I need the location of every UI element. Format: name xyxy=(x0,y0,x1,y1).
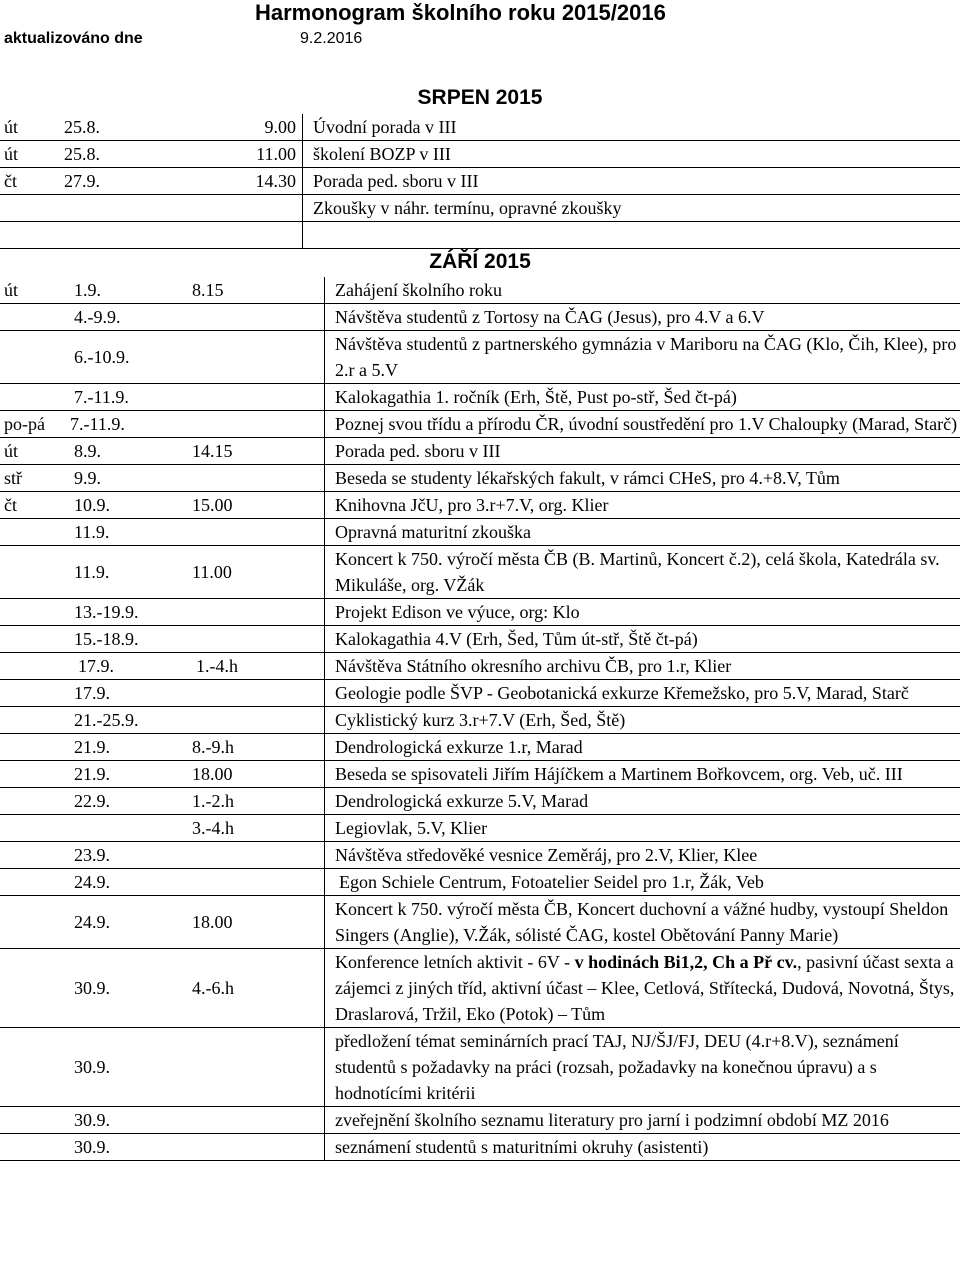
event-cell: Kalokagathia 4.V (Erh, Šed, Tům út-stř, Ště čt-pá) xyxy=(325,626,960,653)
day-cell: út xyxy=(0,438,60,465)
time-cell xyxy=(178,331,325,384)
empty-cell xyxy=(164,222,303,249)
event-cell: Koncert k 750. výročí města ČB (B. Martinů, Koncert č.2), celá škola, Katedrála sv. Mikuláše, org. VŽák xyxy=(325,546,960,599)
date-cell: 10.9. xyxy=(60,492,178,519)
table-row xyxy=(0,1134,960,1161)
day-cell xyxy=(0,626,60,653)
date-cell: 8.9. xyxy=(60,438,178,465)
day-cell xyxy=(0,331,60,384)
event-cell xyxy=(325,949,960,1028)
table-row xyxy=(0,195,960,222)
time-cell xyxy=(178,707,325,734)
table-row xyxy=(0,680,960,707)
date-cell: 27.9. xyxy=(60,168,164,195)
table-row xyxy=(0,869,960,896)
table-row xyxy=(0,734,960,761)
day-cell xyxy=(0,761,60,788)
date-cell xyxy=(60,815,178,842)
date-cell: 13.-19.9. xyxy=(60,599,178,626)
day-cell xyxy=(0,788,60,815)
table-row xyxy=(0,626,960,653)
empty-cell xyxy=(303,222,960,249)
time-cell: 4.-6.h xyxy=(178,949,325,1028)
event-cell: Opravná maturitní zkouška xyxy=(325,519,960,546)
time-cell xyxy=(178,411,325,438)
date-cell: 17.9. xyxy=(60,653,178,680)
date-cell: 11.9. xyxy=(60,546,178,599)
table-row xyxy=(0,384,960,411)
event-cell: Projekt Edison ve výuce, org: Klo xyxy=(325,599,960,626)
day-cell xyxy=(0,384,60,411)
event-cell: Legiovlak, 5.V, Klier xyxy=(325,815,960,842)
day-cell xyxy=(0,304,60,331)
time-cell xyxy=(178,1107,325,1134)
time-cell: 15.00 xyxy=(178,492,325,519)
event-cell: předložení témat seminárních prací TAJ, NJ/ŠJ/FJ, DEU (4.r+8.V), seznámení studentů s požadavky na práci (rozsah, požadavky na konečnou úpravu) a s hodnotícími kritérii xyxy=(325,1028,960,1107)
date-cell: 17.9. xyxy=(60,680,178,707)
table-row xyxy=(0,788,960,815)
day-cell xyxy=(0,680,60,707)
date-cell: 30.9. xyxy=(60,1107,178,1134)
time-cell xyxy=(178,1134,325,1161)
date-cell: 24.9. xyxy=(60,869,178,896)
day-cell: čt xyxy=(0,492,60,519)
time-cell: 8.15 xyxy=(178,277,325,304)
day-cell xyxy=(0,519,60,546)
day-cell xyxy=(0,815,60,842)
time-cell xyxy=(178,842,325,869)
event-cell: Zkoušky v náhr. termínu, opravné zkoušky xyxy=(303,195,960,222)
table-row xyxy=(0,1028,960,1107)
table-row xyxy=(0,599,960,626)
time-cell xyxy=(178,1028,325,1107)
day-cell: út xyxy=(0,277,60,304)
day-cell: stř xyxy=(0,465,60,492)
event-cell: Geologie podle ŠVP - Geobotanická exkurze Křemežsko, pro 5.V, Marad, Starč xyxy=(325,680,960,707)
event-cell: Porada ped. sboru v III xyxy=(325,438,960,465)
date-cell: 21.9. xyxy=(60,734,178,761)
table-row xyxy=(0,304,960,331)
time-cell: 3.-4.h xyxy=(178,815,325,842)
day-cell xyxy=(0,1107,60,1134)
event-text: Konference letních aktivit - 6V - xyxy=(335,952,575,972)
date-cell: 21.9. xyxy=(60,761,178,788)
date-cell xyxy=(60,195,164,222)
day-cell xyxy=(0,842,60,869)
table-row xyxy=(0,815,960,842)
day-cell xyxy=(0,546,60,599)
table-row xyxy=(0,331,960,384)
date-cell: 25.8. xyxy=(60,114,164,141)
spacer-row xyxy=(0,222,960,249)
empty-cell xyxy=(0,222,60,249)
table-row xyxy=(0,492,960,519)
time-cell: 1.-2.h xyxy=(178,788,325,815)
event-cell: Návštěva středověké vesnice Zeměráj, pro 2.V, Klier, Klee xyxy=(325,842,960,869)
document-title: Harmonogram školního roku 2015/2016 xyxy=(255,0,666,25)
table-row xyxy=(0,465,960,492)
date-cell: 7.-11.9. xyxy=(60,384,178,411)
event-cell: školení BOZP v III xyxy=(303,141,960,168)
day-cell xyxy=(0,707,60,734)
time-cell xyxy=(178,519,325,546)
date-cell: 22.9. xyxy=(60,788,178,815)
time-cell: 8.-9.h xyxy=(178,734,325,761)
time-cell xyxy=(178,304,325,331)
table-row xyxy=(0,114,960,141)
time-cell: 1.-4.h xyxy=(178,653,325,680)
day-cell xyxy=(0,1134,60,1161)
date-cell: 24.9. xyxy=(60,896,178,949)
date-cell: 30.9. xyxy=(60,949,178,1028)
time-cell xyxy=(178,465,325,492)
event-cell: Návštěva Státního okresního archivu ČB, pro 1.r, Klier xyxy=(325,653,960,680)
table-row xyxy=(0,707,960,734)
event-cell: Návštěva studentů z Tortosy na ČAG (Jesus), pro 4.V a 6.V xyxy=(325,304,960,331)
date-cell: 6.-10.9. xyxy=(60,331,178,384)
date-cell: 25.8. xyxy=(60,141,164,168)
table-row xyxy=(0,519,960,546)
empty-cell xyxy=(60,222,164,249)
table-row xyxy=(0,277,960,304)
table-row xyxy=(0,168,960,195)
day-cell xyxy=(0,734,60,761)
day-cell xyxy=(0,599,60,626)
time-cell: 14.15 xyxy=(178,438,325,465)
day-cell xyxy=(0,896,60,949)
date-cell: 15.-18.9. xyxy=(60,626,178,653)
day-cell: čt xyxy=(0,168,60,195)
day-cell: út xyxy=(0,141,60,168)
time-cell: 18.00 xyxy=(178,761,325,788)
day-cell xyxy=(0,869,60,896)
table-row xyxy=(0,653,960,680)
event-cell: Dendrologická exkurze 1.r, Marad xyxy=(325,734,960,761)
date-cell: 7.-11.9. xyxy=(60,411,178,438)
event-cell: Dendrologická exkurze 5.V, Marad xyxy=(325,788,960,815)
event-cell: Kalokagathia 1. ročník (Erh, Ště, Pust po-stř, Šed čt-pá) xyxy=(325,384,960,411)
date-cell: 9.9. xyxy=(60,465,178,492)
event-cell: Beseda se studenty lékařských fakult, v rámci CHeS, pro 4.+8.V, Tům xyxy=(325,465,960,492)
day-cell xyxy=(0,653,60,680)
event-cell: Knihovna JčU, pro 3.r+7.V, org. Klier xyxy=(325,492,960,519)
date-cell: 23.9. xyxy=(60,842,178,869)
day-cell: po-pá xyxy=(0,411,60,438)
month-heading-august: SRPEN 2015 xyxy=(417,86,543,109)
time-cell xyxy=(178,869,325,896)
day-cell xyxy=(0,949,60,1028)
table-row xyxy=(0,1107,960,1134)
table-row xyxy=(0,438,960,465)
updated-label: aktualizováno dne xyxy=(4,30,143,47)
event-cell: Beseda se spisovateli Jiřím Hájíčkem a Martinem Bořkovcem, org. Veb, uč. III xyxy=(325,761,960,788)
event-text-bold: v hodinách Bi1,2, Ch a Př cv. xyxy=(574,952,798,972)
event-cell: seznámení studentů s maturitními okruhy (asistenti) xyxy=(325,1134,960,1161)
event-cell: Návštěva studentů z partnerského gymnázia v Mariboru na ČAG (Klo, Čih, Klee), pro 2.r a 5.V xyxy=(325,331,960,384)
day-cell xyxy=(0,1028,60,1107)
month-heading-september: ZÁŘÍ 2015 xyxy=(429,250,531,273)
event-cell: Úvodní porada v III xyxy=(303,114,960,141)
table-row xyxy=(0,141,960,168)
time-cell: 14.30 xyxy=(164,168,303,195)
date-cell: 30.9. xyxy=(60,1028,178,1107)
date-cell: 30.9. xyxy=(60,1134,178,1161)
event-cell: Cyklistický kurz 3.r+7.V (Erh, Šed, Ště) xyxy=(325,707,960,734)
event-cell: Porada ped. sboru v III xyxy=(303,168,960,195)
time-cell xyxy=(178,626,325,653)
schedule-table-august xyxy=(0,114,960,249)
date-cell: 4.-9.9. xyxy=(60,304,178,331)
time-cell xyxy=(178,680,325,707)
event-cell: Poznej svou třídu a přírodu ČR, úvodní soustředění pro 1.V Chaloupky (Marad, Starč) xyxy=(325,411,960,438)
time-cell xyxy=(178,599,325,626)
time-cell: 11.00 xyxy=(178,546,325,599)
day-cell xyxy=(0,195,60,222)
event-cell: Koncert k 750. výročí města ČB, Koncert duchovní a vážné hudby, vystoupí Sheldon Singers (Anglie), V.Žák, sólisté ČAG, kostel Obětování Panny Marie) xyxy=(325,896,960,949)
table-row xyxy=(0,761,960,788)
event-text: , pasivní účast sexta a zájemci z jiných tříd, aktivní účast – Klee, Cetlová, Střítecká, Dudová, Novotná, Štys, Draslarová, Tržil, Eko (Potok) – Tům xyxy=(335,952,955,1024)
time-cell: 11.00 xyxy=(164,141,303,168)
schedule-table-september xyxy=(0,277,960,1161)
event-cell: Zahájení školního roku xyxy=(325,277,960,304)
date-cell: 21.-25.9. xyxy=(60,707,178,734)
updated-date: 9.2.2016 xyxy=(300,30,363,47)
event-cell: zveřejnění školního seznamu literatury pro jarní i podzimní období MZ 2016 xyxy=(325,1107,960,1134)
date-cell: 11.9. xyxy=(60,519,178,546)
day-cell: út xyxy=(0,114,60,141)
event-cell: Egon Schiele Centrum, Fotoatelier Seidel pro 1.r, Žák, Veb xyxy=(325,869,960,896)
time-cell xyxy=(178,384,325,411)
table-row xyxy=(0,896,960,949)
table-row xyxy=(0,546,960,599)
table-row xyxy=(0,949,960,1028)
time-cell xyxy=(164,195,303,222)
table-row xyxy=(0,411,960,438)
time-cell: 9.00 xyxy=(164,114,303,141)
table-row xyxy=(0,842,960,869)
time-cell: 18.00 xyxy=(178,896,325,949)
date-cell: 1.9. xyxy=(60,277,178,304)
